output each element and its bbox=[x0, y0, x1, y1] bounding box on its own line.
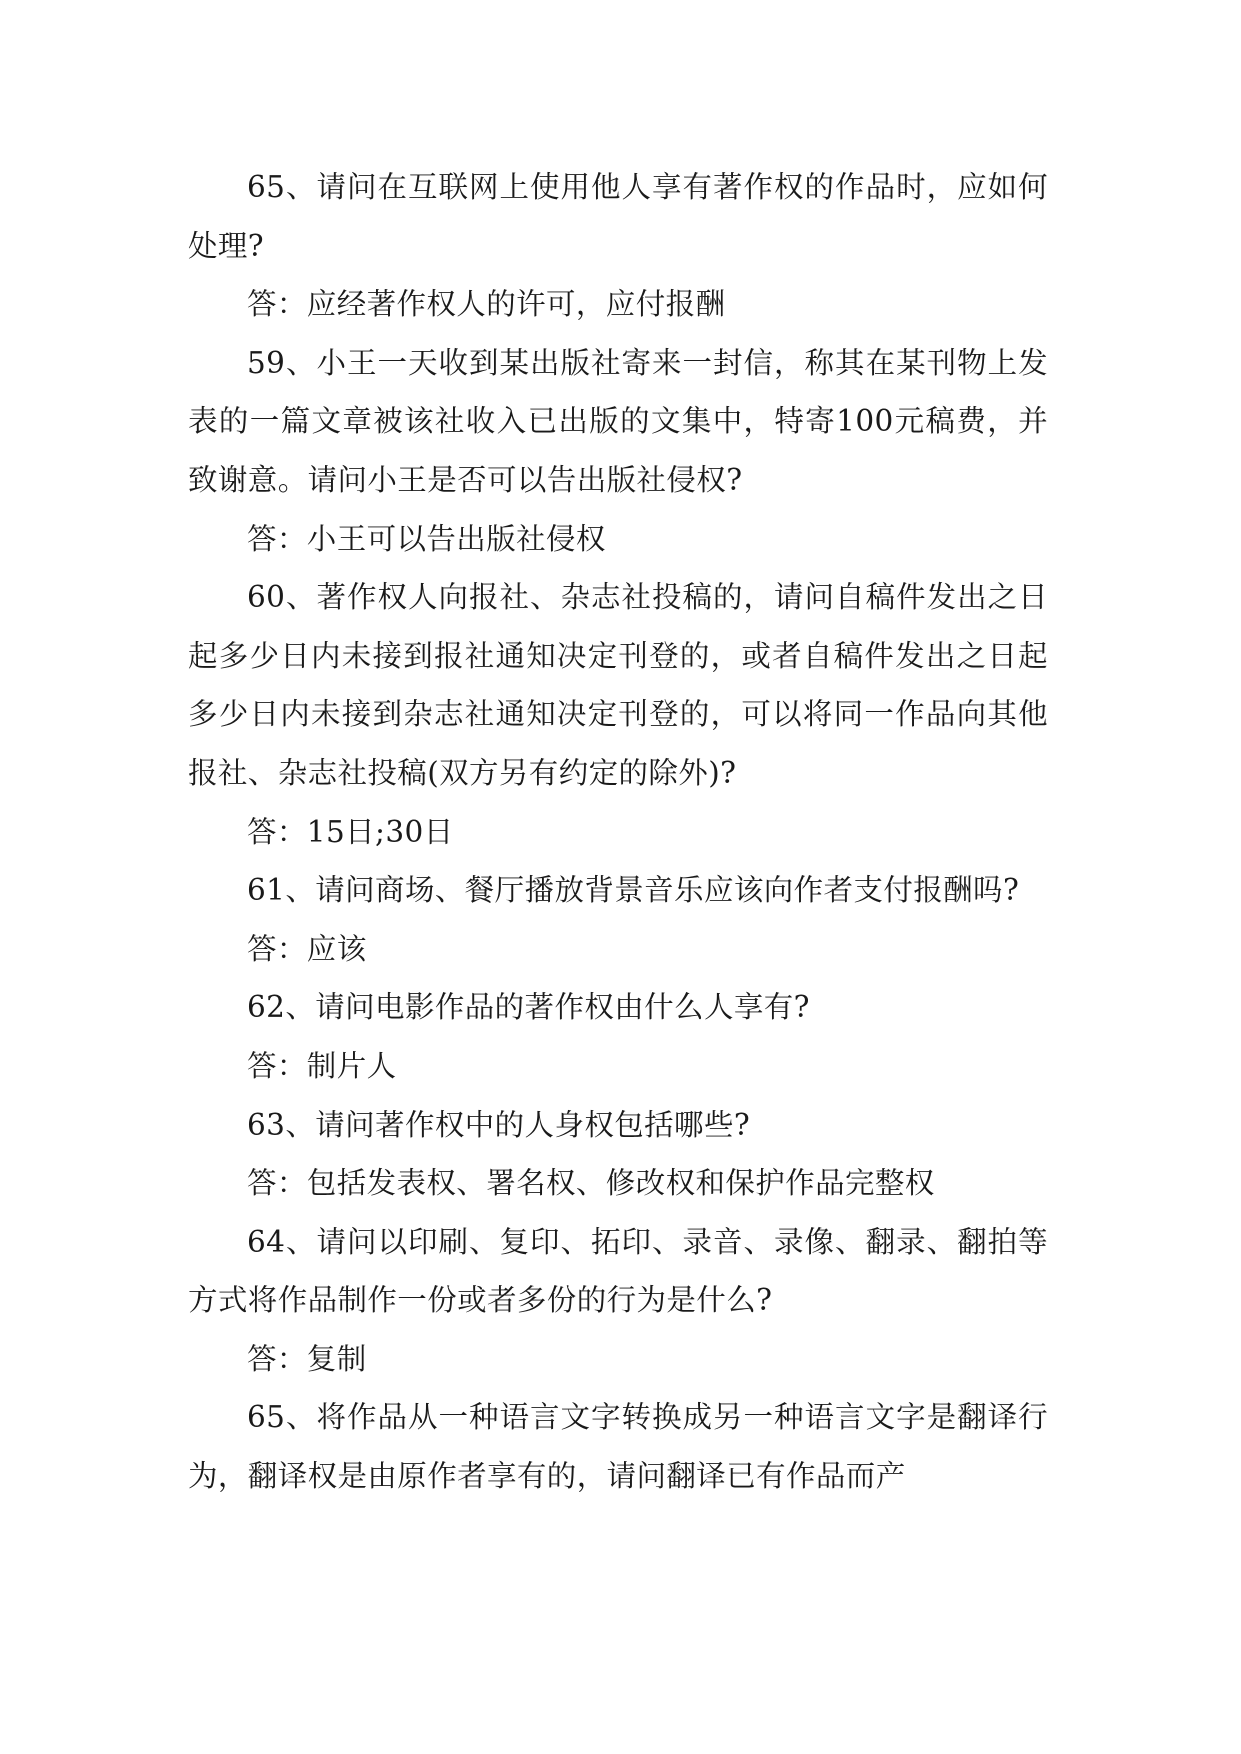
question-65-internet-use: 65、请问在互联网上使用他人享有著作权的作品时，应如何处理? bbox=[188, 170, 1048, 263]
question-59-publisher: 59、小王一天收到某出版社寄来一封信，称其在某刊物上发表的一篇文章被该社收入已出版的文集中，特寄100元稿费，并致谢意。请问小王是否可以告出版社侵权? bbox=[188, 345, 1048, 497]
answer-63-moral-rights: 答：包括发表权、署名权、修改权和保护作品完整权 bbox=[247, 1166, 935, 1201]
answer-65-internet-use: 答：应经著作权人的许可，应付报酬 bbox=[247, 287, 726, 322]
question-63-moral-rights: 63、请问著作权中的人身权包括哪些? bbox=[247, 1107, 751, 1142]
question-61-background-music: 61、请问商场、餐厅播放背景音乐应该向作者支付报酬吗? bbox=[247, 873, 1020, 908]
question-65-translation: 65、将作品从一种语言文字转换成另一种语言文字是翻译行为，翻译权是由原作者享有的，请问翻译已有作品而产 bbox=[188, 1400, 1048, 1494]
answer-60-submission: 答：15日;30日 bbox=[247, 814, 454, 849]
answer-61-background-music: 答：应该 bbox=[247, 931, 367, 966]
question-64-reproduction: 64、请问以印刷、复印、拓印、录音、录像、翻录、翻拍等方式将作品制作一份或者多份的行为是什么? bbox=[188, 1224, 1048, 1318]
answer-64-reproduction: 答：复制 bbox=[247, 1341, 367, 1376]
question-62-film-copyright: 62、请问电影作品的著作权由什么人享有? bbox=[247, 990, 810, 1025]
answer-59-publisher: 答：小王可以告出版社侵权 bbox=[247, 521, 606, 556]
answer-62-film-copyright: 答：制片人 bbox=[247, 1048, 397, 1083]
document-body bbox=[188, 158, 1048, 1506]
question-60-submission: 60、著作权人向报社、杂志社投稿的，请问自稿件发出之日起多少日内未接到报社通知决定刊登的，或者自稿件发出之日起多少日内未接到杂志社通知决定刊登的，可以将同一作品向其他报社、杂志社投稿(双方另有约定的除外)? bbox=[188, 580, 1048, 790]
